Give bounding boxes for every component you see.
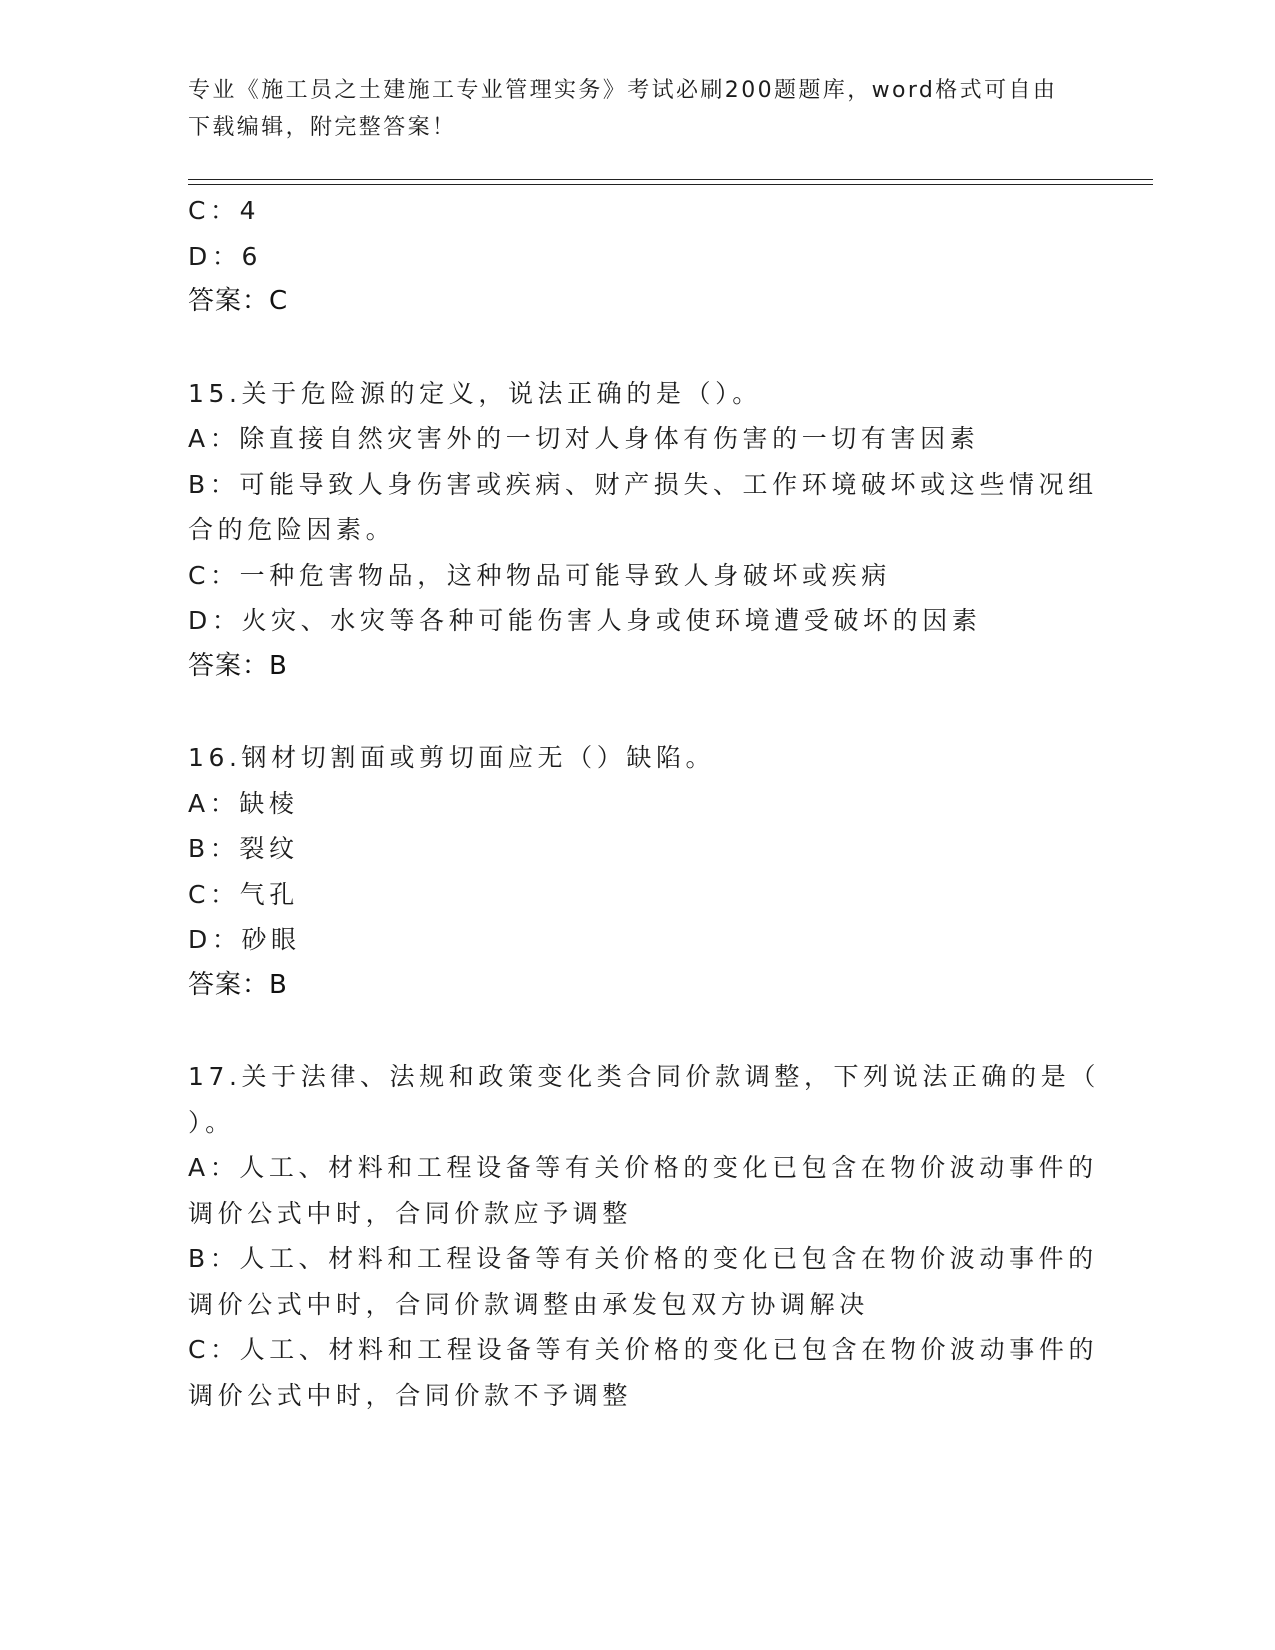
- question-text: 15.关于危险源的定义，说法正确的是（）。: [188, 378, 762, 408]
- spacer: [188, 325, 1088, 371]
- option-c: C：一种危害物品，这种物品可能导致人身破坏或疾病: [188, 560, 891, 590]
- header-rule-top: [188, 179, 1153, 180]
- option-a-line-1: A：人工、材料和工程设备等有关价格的变化已包含在物价波动事件的: [188, 1153, 1098, 1182]
- option-c: C：气孔: [188, 879, 299, 909]
- spacer: [188, 689, 1088, 735]
- option-b-line-1: B：可能导致人身伤害或疾病、财产损失、工作环境破坏或这些情况组: [188, 469, 1098, 499]
- option-d: D：火灾、水灾等各种可能伤害人身或使环境遭受破坏的因素: [188, 606, 982, 635]
- question-16: [188, 735, 1088, 1008]
- option-d: D：6: [188, 241, 262, 271]
- question-14-fragment: [188, 188, 1088, 325]
- option-b-line-1: B：人工、材料和工程设备等有关价格的变化已包含在物价波动事件的: [188, 1244, 1098, 1273]
- question-text-line-1: 17.关于法律、法规和政策变化类合同价款调整，下列说法正确的是（: [188, 1062, 1100, 1091]
- option-a: A：除直接自然灾害外的一切对人身体有伤害的一切有害因素: [188, 424, 980, 453]
- question-list: [188, 188, 1100, 1418]
- document-header: [188, 72, 1068, 146]
- option-b-line-2: 合的危险因素。: [188, 515, 396, 544]
- header-title-line-1: 专业《施工员之土建施工专业管理实务》考试必刷200题题库，word格式可自由: [188, 78, 1058, 103]
- answer: 答案：C: [188, 286, 289, 316]
- option-d: D：砂眼: [188, 925, 301, 954]
- question-text-line-2: ）。: [188, 1107, 235, 1137]
- question-17: [188, 1054, 1100, 1418]
- option-c-line-1: C：人工、材料和工程设备等有关价格的变化已包含在物价波动事件的: [188, 1335, 1099, 1364]
- question-15: [188, 371, 1098, 690]
- answer: 答案：B: [188, 650, 288, 681]
- option-a-line-2: 调价公式中时，合同价款应予调整: [188, 1198, 633, 1228]
- header-rule-bottom: [188, 184, 1153, 185]
- question-text: 16.钢材切割面或剪切面应无（）缺陷。: [188, 743, 716, 772]
- option-c-line-2: 调价公式中时，合同价款不予调整: [188, 1380, 633, 1410]
- option-b: B：裂纹: [188, 834, 299, 863]
- option-b-line-2: 调价公式中时，合同价款调整由承发包双方协调解决: [188, 1289, 869, 1319]
- option-c: C：4: [188, 196, 261, 225]
- answer: 答案：B: [188, 969, 288, 1000]
- header-title-line-2: 下载编辑，附完整答案！: [188, 115, 457, 140]
- option-a: A：缺棱: [188, 788, 299, 818]
- spacer: [188, 1008, 1088, 1054]
